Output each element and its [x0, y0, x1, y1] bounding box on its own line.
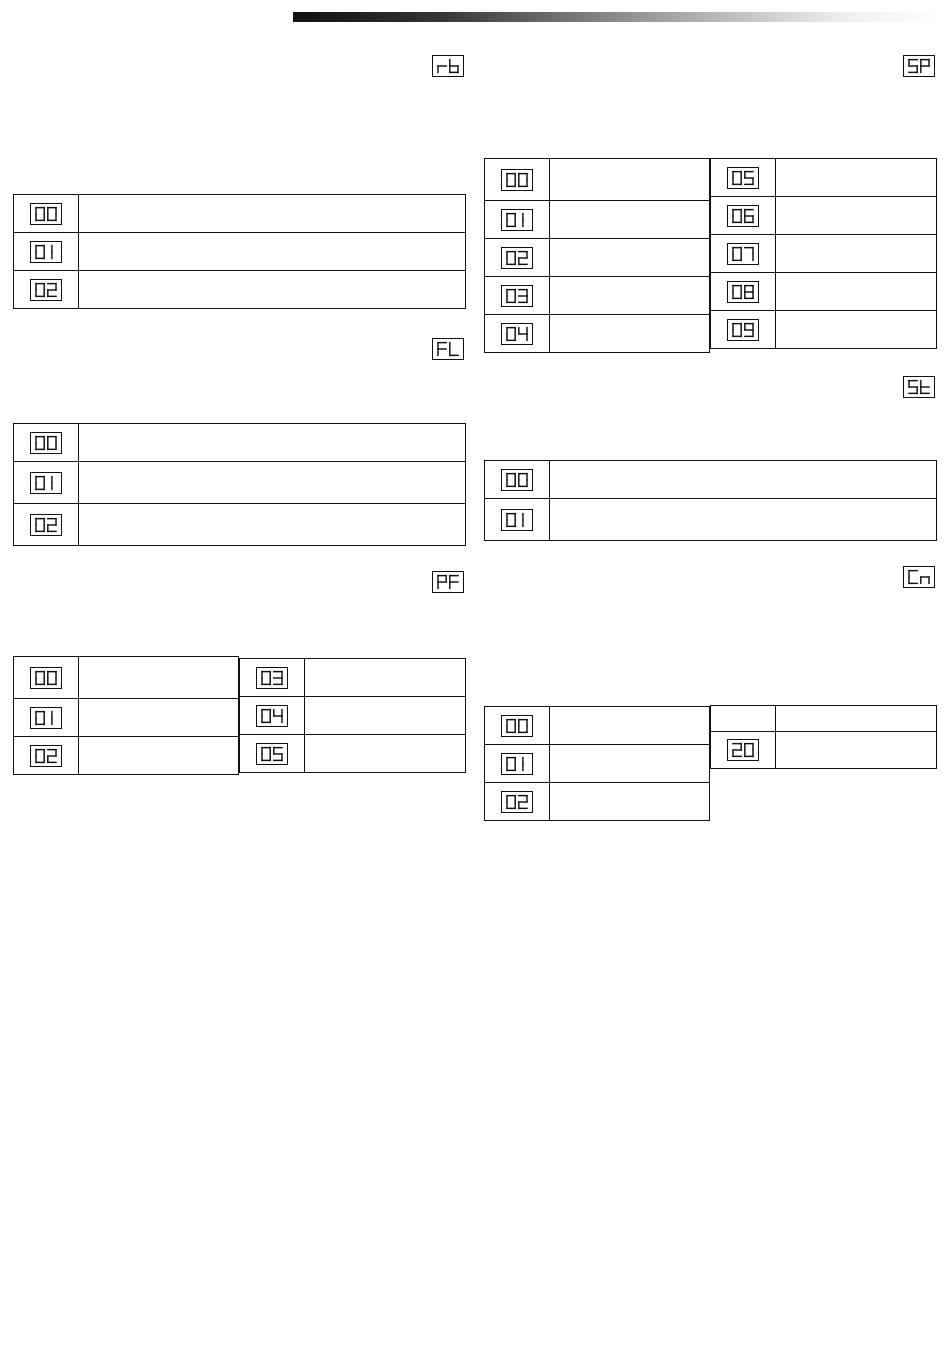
option-code-cell [485, 315, 550, 353]
option-code-02-icon [30, 745, 62, 767]
option-row [485, 745, 710, 783]
option-code-01-icon [30, 472, 62, 494]
option-code-02-icon [30, 279, 62, 301]
option-code-00-icon [30, 667, 62, 689]
option-code-cell [14, 233, 79, 271]
option-code-cell [14, 195, 79, 233]
option-description-cell [550, 315, 710, 353]
option-code-01-icon [30, 241, 62, 263]
cn-options-table-right [710, 705, 937, 769]
option-row [14, 504, 466, 546]
option-code-cell [485, 745, 550, 783]
option-description-cell [550, 783, 710, 821]
option-code-cell [711, 197, 776, 235]
option-code-02-icon [501, 791, 533, 813]
option-description-cell [79, 699, 239, 737]
option-description-cell [550, 499, 937, 541]
option-code-cell [14, 657, 79, 699]
option-description-cell [550, 239, 710, 277]
option-description-cell [305, 659, 466, 697]
option-description-cell [79, 271, 466, 309]
option-row [14, 424, 466, 462]
option-description-cell [550, 201, 710, 239]
option-code-cell [485, 461, 550, 499]
option-code-03-icon [501, 285, 533, 307]
option-description-cell [776, 197, 937, 235]
option-code-cell [485, 783, 550, 821]
option-code-00-icon [30, 203, 62, 225]
st-options-table [484, 460, 937, 541]
option-description-cell [79, 462, 466, 504]
option-row [485, 239, 710, 277]
cn-options-table-left [484, 706, 710, 821]
option-code-cell [14, 271, 79, 309]
sp-options-table-left [484, 158, 710, 353]
option-row [485, 783, 710, 821]
option-row [14, 462, 466, 504]
option-code-cell [240, 659, 305, 697]
option-code-cell [711, 706, 776, 732]
option-code-cell [485, 707, 550, 745]
option-row [711, 159, 937, 197]
option-row [485, 461, 937, 499]
option-code-cell [14, 504, 79, 546]
option-row [485, 201, 710, 239]
option-row [711, 273, 937, 311]
option-description-cell [79, 504, 466, 546]
option-code-00-icon [501, 715, 533, 737]
section-code-pf-icon [432, 571, 464, 593]
option-code-cell [240, 735, 305, 773]
option-code-cell [711, 159, 776, 197]
option-code-01-icon [501, 753, 533, 775]
option-code-20-icon [727, 739, 759, 761]
option-row [14, 195, 466, 233]
option-code-00-icon [501, 469, 533, 491]
option-code-cell [711, 273, 776, 311]
option-code-cell [485, 277, 550, 315]
option-code-01-icon [501, 209, 533, 231]
pf-options-table-left [13, 656, 239, 775]
option-code-03-icon [256, 667, 288, 689]
option-code-cell [14, 424, 79, 462]
option-description-cell [776, 732, 937, 769]
pf-options-table-right [239, 658, 466, 773]
option-code-cell [711, 235, 776, 273]
option-description-cell [305, 697, 466, 735]
option-description-cell [79, 233, 466, 271]
option-row [14, 271, 466, 309]
option-row [711, 235, 937, 273]
section-code-rb-icon [432, 55, 464, 77]
option-row [711, 311, 937, 349]
option-code-00-icon [501, 169, 533, 191]
section-code-sp-icon [903, 55, 935, 77]
option-description-cell [550, 461, 937, 499]
option-code-cell [14, 737, 79, 775]
option-row [14, 737, 239, 775]
option-row [14, 657, 239, 699]
option-code-01-icon [501, 509, 533, 531]
option-row [485, 277, 710, 315]
option-description-cell [550, 159, 710, 201]
option-code-05-icon [727, 167, 759, 189]
option-code-cell [14, 462, 79, 504]
option-code-cell [485, 239, 550, 277]
option-code-02-icon [30, 514, 62, 536]
option-row [14, 699, 239, 737]
option-row [14, 233, 466, 271]
option-code-cell [711, 311, 776, 349]
option-code-cell [485, 159, 550, 201]
option-description-cell [550, 277, 710, 315]
option-description-cell [550, 707, 710, 745]
option-row [711, 197, 937, 235]
option-description-cell [79, 195, 466, 233]
option-code-cell [485, 201, 550, 239]
option-description-cell [776, 273, 937, 311]
option-code-cell [711, 732, 776, 769]
option-code-00-icon [30, 432, 62, 454]
option-description-cell [776, 159, 937, 197]
option-row [240, 697, 466, 735]
option-row [711, 732, 937, 769]
option-row [485, 315, 710, 353]
option-code-02-icon [501, 247, 533, 269]
rb-options-table [13, 194, 466, 309]
option-description-cell [79, 657, 239, 699]
option-description-cell [550, 745, 710, 783]
option-description-cell [305, 735, 466, 773]
option-code-01-icon [30, 707, 62, 729]
option-code-05-icon [256, 743, 288, 765]
section-code-st-icon [903, 376, 935, 398]
option-row [240, 659, 466, 697]
fl-options-table [13, 423, 466, 546]
option-row [485, 707, 710, 745]
sp-options-table-right [710, 158, 937, 349]
option-code-08-icon [727, 281, 759, 303]
section-code-cn-icon [903, 566, 935, 588]
option-code-04-icon [256, 705, 288, 727]
section-code-fl-icon [432, 338, 464, 360]
option-row [240, 735, 466, 773]
option-code-04-icon [501, 323, 533, 345]
option-description-cell [776, 311, 937, 349]
option-description-cell [776, 706, 937, 732]
option-row [711, 706, 937, 732]
option-row [485, 499, 937, 541]
option-code-cell [240, 697, 305, 735]
header-gradient-bar [293, 12, 938, 22]
option-code-06-icon [727, 205, 759, 227]
option-code-07-icon [727, 243, 759, 265]
option-row [485, 159, 710, 201]
option-description-cell [776, 235, 937, 273]
option-description-cell [79, 737, 239, 775]
option-code-09-icon [727, 319, 759, 341]
option-code-cell [14, 699, 79, 737]
option-description-cell [79, 424, 466, 462]
option-code-cell [485, 499, 550, 541]
